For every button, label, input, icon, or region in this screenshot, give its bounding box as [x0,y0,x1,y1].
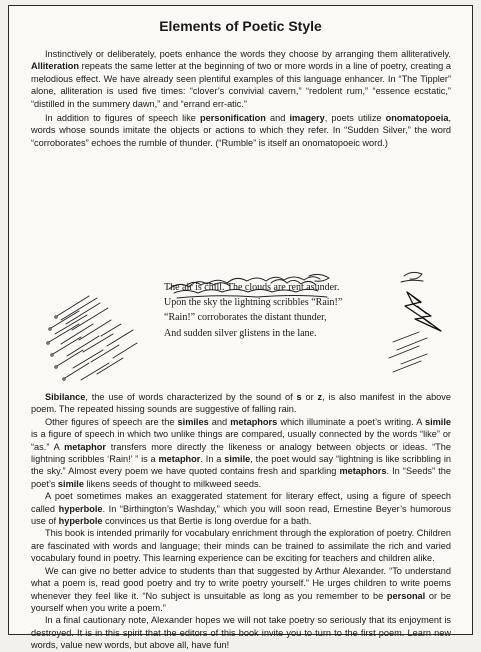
term-similes: similes [177,416,209,427]
term-simile: simile [424,416,452,427]
term-simile: simile [224,454,251,465]
text: or [301,392,318,402]
body-section [31,391,451,652]
text: and [208,416,231,427]
rain-streaks-drawing [47,296,137,380]
paragraph-sibilance [31,391,451,416]
term-imagery: imagery [289,113,325,124]
term-alliteration: Alliteration [31,61,79,72]
text: convinces us that Bertie is long overdue for a bath. [102,516,312,527]
text: , poets utilize [324,113,386,124]
text: , the use of words characterized by the sound of [85,392,297,402]
text: repeats the same letter at the beginning of two or more words in a line of poetry, creating a melodious effect. We have already seen plentiful examples of this language enhancer. In “The Tippler” alone, alliteration is used five times: “clover’s convivial cavern,” “redolent rum,” “essence ecstatic,” “distilled in the summery dawn,” and “errand err-atic.” [31,61,451,109]
term-personal: personal [386,590,426,601]
poem-line: The air is chill. The clouds are rent asunder. [164,282,340,293]
text: which illuminate a poet’s writing. A [277,416,425,427]
poem-sudden-silver [164,280,342,341]
text: . In “Birthington’s Washday,” which you will soon read, Ernestine Beyer’s humorous use of [31,503,451,527]
text: Other figures of speech are the [45,416,178,427]
paragraph-hyperbole [31,490,451,527]
paragraph-book-purpose: This book is intended primarily for vocabulary enrichment through the exploration of poetry. Children are fascinated with words and language; their minds can be trained to assimilate the rich and varied vocabulary found in poetry. This learning experience can be exciting for teachers and children alike. [31,528,451,564]
poem-line: “Rain!” corroborates the distant thunder, [164,312,327,324]
text: is a figure of speech in which two unlike things are compared, usually connected by the words “like” or “as.” A [31,429,451,452]
text: likens seeds of thought to milkweed seeds. [83,478,262,489]
term-onomatopoeia: onomatopoeia [385,113,449,124]
term-hyperbole: hyperbole [58,503,103,514]
text: In addition to figures of speech like [45,113,201,124]
text: . In “Seeds” the poet’s [31,466,451,489]
term-personification: personification [200,113,266,124]
term-metaphors: metaphors [339,466,387,477]
text: We can give no better advice to students than that suggested by Arthur Alexander. “To understand what a poem is, read good poetry and try to write poetry yourself.” He urges children to write poems whenever they feel like it. “No subject is unsuitable as long as you remember to be [31,565,451,601]
rain-streaks-right-drawing [389,332,427,372]
paragraph-closing: In a final cautionary note, Alexander hopes we will not take poetry so seriously that its enjoyment is destroyed. It is in this spirit that the editors of this book invite you to turn to the first poem. Learn new words, value new words, but above all, have fun! [31,615,451,651]
term-metaphor: metaphor [64,441,106,452]
text: A poet sometimes makes an exaggerated statement for literary effect, using a figure of speech called [31,491,451,514]
text: , is also manifest in the above poem. The repeated hissing sounds are suggestive of falling rain. [31,392,451,415]
term-sibilance: Sibilance [45,392,86,402]
paragraph-similes-metaphors [31,416,451,490]
book-page [8,5,473,651]
text: . In a [200,454,225,465]
text: , the poet would say “lightning is like scribbling in the sky.” Almost every poem we have quoted contains fresh and sparkling [31,454,451,477]
term-simile: simile [57,478,84,489]
term-metaphors: metaphors [230,416,278,427]
poem-line: And sudden silver glistens in the lane. [164,327,317,339]
page-title: Elements of Poetic Style [159,18,322,34]
text: and [265,113,290,124]
text: , words whose sounds imitate the objects or actions to which they refer. In “Sudden Silver,” the word “corroborates” echoes the rumble of thunder. (“Rumble” is itself an onomatopoeic word.) [31,113,452,148]
text: transfers more directly the likeness or analogy between objects or ideas. “The lightning scribbles ‘Rain!’ ” is a [31,441,451,465]
text: or be yourself when you write a poem.” [31,590,452,613]
lightning-bolt-icon [405,292,441,331]
letter-z: z [317,392,323,402]
text: Instinctively or deliberately, poets enhance the words they choose by arranging them alliteratively. [45,49,451,59]
paragraph-advice [31,565,451,615]
letter-s: s [296,392,302,402]
poem-line: Upon the sky the lightning scribbles “Rain!” [164,297,343,309]
term-hyperbole: hyperbole [58,516,103,527]
term-metaphor: metaphor [158,454,201,465]
